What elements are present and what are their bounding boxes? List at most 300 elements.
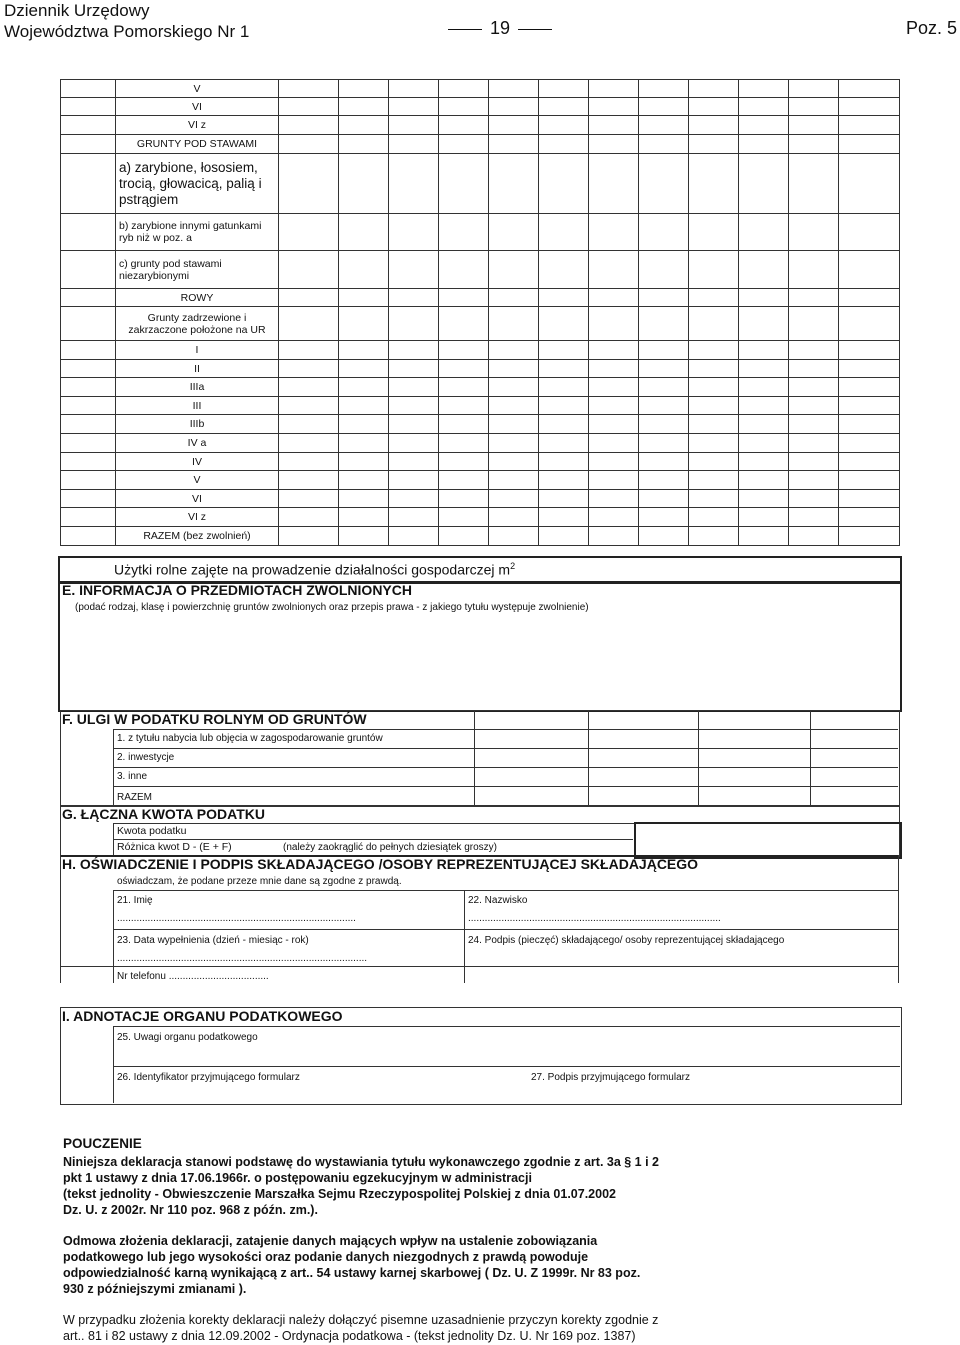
land-cell[interactable] xyxy=(789,341,839,360)
land-cell[interactable] xyxy=(839,527,900,546)
land-cell[interactable] xyxy=(689,508,739,527)
land-cell[interactable] xyxy=(389,360,439,378)
land-row-spacer xyxy=(61,80,116,98)
land-row xyxy=(61,214,900,251)
land-row-spacer xyxy=(61,341,116,360)
land-cell[interactable] xyxy=(539,471,589,490)
land-cell[interactable] xyxy=(539,453,589,471)
land-cell[interactable] xyxy=(789,360,839,378)
land-row xyxy=(61,508,900,527)
land-cell[interactable] xyxy=(439,289,489,307)
land-cell[interactable] xyxy=(489,378,539,397)
land-row-spacer xyxy=(61,471,116,490)
land-cell[interactable] xyxy=(489,527,539,546)
land-cell[interactable] xyxy=(589,289,639,307)
imie-field[interactable]: ...................................................................................... xyxy=(117,913,356,924)
land-row-spacer xyxy=(61,360,116,378)
land-cell[interactable] xyxy=(689,490,739,508)
land-cell[interactable] xyxy=(689,415,739,434)
land-cell[interactable] xyxy=(589,434,639,453)
land-cell[interactable] xyxy=(689,251,739,289)
land-cell[interactable] xyxy=(339,154,389,214)
land-cell[interactable] xyxy=(439,471,489,490)
pouczenie-p3-line: W przypadku złożenia korekty deklaracji należy dołączyć pisemne uzasadnienie przyczyn korekty zgodnie z xyxy=(63,1313,659,1327)
land-cell[interactable] xyxy=(589,508,639,527)
land-row xyxy=(61,154,900,214)
land-cell[interactable] xyxy=(279,434,339,453)
land-cell[interactable] xyxy=(839,214,900,251)
land-cell[interactable] xyxy=(639,508,689,527)
land-cell[interactable] xyxy=(689,341,739,360)
land-cell[interactable] xyxy=(589,341,639,360)
section-e-title: E. INFORMACJA O PRZEDMIOTACH ZWOLNIONYCH xyxy=(62,582,412,598)
land-cell[interactable] xyxy=(489,154,539,214)
land-cell[interactable] xyxy=(639,434,689,453)
land-cell[interactable] xyxy=(339,397,389,415)
land-cell[interactable] xyxy=(589,116,639,135)
land-cell[interactable] xyxy=(739,289,789,307)
section-g-title: G. ŁĄCZNA KWOTA PODATKU xyxy=(62,806,265,822)
land-cell[interactable] xyxy=(539,80,589,98)
land-cell[interactable] xyxy=(439,378,489,397)
land-cell[interactable] xyxy=(839,341,900,360)
land-cell[interactable] xyxy=(639,453,689,471)
land-cell[interactable] xyxy=(589,471,639,490)
land-cell[interactable] xyxy=(689,527,739,546)
land-cell[interactable] xyxy=(739,307,789,341)
land-cell[interactable] xyxy=(589,135,639,154)
land-cell[interactable] xyxy=(339,434,389,453)
land-cell[interactable] xyxy=(789,508,839,527)
land-cell[interactable] xyxy=(489,490,539,508)
land-cell[interactable] xyxy=(739,341,789,360)
land-cell[interactable] xyxy=(689,98,739,116)
land-cell[interactable] xyxy=(339,251,389,289)
land-cell[interactable] xyxy=(439,251,489,289)
land-cell[interactable] xyxy=(389,434,439,453)
land-cell[interactable] xyxy=(539,434,589,453)
land-cell[interactable] xyxy=(279,214,339,251)
land-cell[interactable] xyxy=(789,135,839,154)
land-cell[interactable] xyxy=(539,490,589,508)
land-row xyxy=(61,471,900,490)
land-cell[interactable] xyxy=(739,490,789,508)
land-cell[interactable] xyxy=(739,98,789,116)
land-cell[interactable] xyxy=(389,415,439,434)
land-cell[interactable] xyxy=(589,251,639,289)
land-row-label: VI z xyxy=(116,116,279,135)
land-cell[interactable] xyxy=(739,251,789,289)
land-cell[interactable] xyxy=(589,397,639,415)
land-cell[interactable] xyxy=(339,508,389,527)
section-f-title: F. ULGI W PODATKU ROLNYM OD GRUNTÓW xyxy=(62,711,367,727)
land-cell[interactable] xyxy=(339,214,389,251)
land-cell[interactable] xyxy=(739,154,789,214)
land-cell[interactable] xyxy=(789,214,839,251)
ulga-razem: RAZEM xyxy=(117,792,152,803)
land-cell[interactable] xyxy=(839,135,900,154)
land-cell[interactable] xyxy=(389,508,439,527)
land-cell[interactable] xyxy=(439,135,489,154)
land-cell[interactable] xyxy=(639,471,689,490)
land-row xyxy=(61,80,900,98)
land-cell[interactable] xyxy=(439,154,489,214)
land-cell[interactable] xyxy=(389,116,439,135)
land-cell[interactable] xyxy=(539,360,589,378)
land-cell[interactable] xyxy=(389,490,439,508)
land-cell[interactable] xyxy=(389,80,439,98)
land-row-label: II xyxy=(116,360,279,378)
land-cell[interactable] xyxy=(389,154,439,214)
land-cell[interactable] xyxy=(489,471,539,490)
land-cell[interactable] xyxy=(389,214,439,251)
land-cell[interactable] xyxy=(639,251,689,289)
land-cell[interactable] xyxy=(279,378,339,397)
land-cell[interactable] xyxy=(439,307,489,341)
land-cell[interactable] xyxy=(339,289,389,307)
land-cell[interactable] xyxy=(839,307,900,341)
land-cell[interactable] xyxy=(839,415,900,434)
land-cell[interactable] xyxy=(439,508,489,527)
data-field[interactable]: .......................................................................................... xyxy=(117,953,368,964)
ulga-item-1: 1. z tytułu nabycia lub objęcia w zagospodarowanie gruntów xyxy=(117,733,383,744)
land-row-label: b) zarybione innymi gatunkami ryb niż w poz. a xyxy=(116,214,279,251)
land-cell[interactable] xyxy=(689,116,739,135)
nazwisko-label: 22. Nazwisko xyxy=(468,895,528,906)
land-cell[interactable] xyxy=(539,98,589,116)
land-cell[interactable] xyxy=(639,289,689,307)
land-cell[interactable] xyxy=(589,80,639,98)
land-cell[interactable] xyxy=(689,434,739,453)
land-cell[interactable] xyxy=(689,360,739,378)
land-cell[interactable] xyxy=(279,471,339,490)
land-cell[interactable] xyxy=(739,527,789,546)
land-cell[interactable] xyxy=(439,397,489,415)
land-cell[interactable] xyxy=(339,415,389,434)
land-cell[interactable] xyxy=(839,154,900,214)
land-cell[interactable] xyxy=(589,360,639,378)
land-row-spacer xyxy=(61,397,116,415)
land-cell[interactable] xyxy=(389,251,439,289)
land-row xyxy=(61,415,900,434)
land-cell[interactable] xyxy=(639,397,689,415)
land-cell[interactable] xyxy=(639,116,689,135)
land-cell[interactable] xyxy=(539,214,589,251)
land-cell[interactable] xyxy=(539,341,589,360)
land-cell[interactable] xyxy=(739,360,789,378)
rounding-note: (należy zaokrąglić do pełnych dziesiątek groszy) xyxy=(283,842,497,853)
land-cell[interactable] xyxy=(789,527,839,546)
land-cell[interactable] xyxy=(689,135,739,154)
land-row-label: III xyxy=(116,397,279,415)
land-cell[interactable] xyxy=(639,80,689,98)
land-cell[interactable] xyxy=(489,397,539,415)
land-cell[interactable] xyxy=(739,434,789,453)
land-cell[interactable] xyxy=(789,490,839,508)
land-cell[interactable] xyxy=(739,397,789,415)
land-cell[interactable] xyxy=(539,251,589,289)
land-cell[interactable] xyxy=(279,341,339,360)
land-cell[interactable] xyxy=(839,434,900,453)
land-cell[interactable] xyxy=(589,378,639,397)
land-cell[interactable] xyxy=(489,508,539,527)
land-cell[interactable] xyxy=(489,80,539,98)
land-row xyxy=(61,378,900,397)
land-cell[interactable] xyxy=(789,154,839,214)
land-cell[interactable] xyxy=(539,116,589,135)
land-cell[interactable] xyxy=(279,154,339,214)
land-cell[interactable] xyxy=(439,214,489,251)
land-cell[interactable] xyxy=(539,508,589,527)
land-cell[interactable] xyxy=(279,98,339,116)
land-cell[interactable] xyxy=(279,490,339,508)
land-cell[interactable] xyxy=(789,378,839,397)
land-cell[interactable] xyxy=(539,154,589,214)
land-cell[interactable] xyxy=(589,214,639,251)
journal-title xyxy=(4,0,249,42)
land-cell[interactable] xyxy=(389,341,439,360)
land-cell[interactable] xyxy=(789,453,839,471)
land-cell[interactable] xyxy=(839,378,900,397)
land-cell[interactable] xyxy=(439,98,489,116)
land-cell[interactable] xyxy=(839,397,900,415)
land-cell[interactable] xyxy=(689,80,739,98)
land-cell[interactable] xyxy=(639,490,689,508)
land-cell[interactable] xyxy=(839,508,900,527)
land-cell[interactable] xyxy=(789,397,839,415)
land-cell[interactable] xyxy=(489,415,539,434)
land-cell[interactable] xyxy=(489,214,539,251)
tax-amount-field[interactable] xyxy=(634,822,902,859)
land-cell[interactable] xyxy=(339,360,389,378)
land-cell[interactable] xyxy=(279,415,339,434)
land-cell[interactable] xyxy=(389,397,439,415)
land-row-label: GRUNTY POD STAWAMI xyxy=(116,135,279,154)
uwagi-label: 25. Uwagi organu podatkowego xyxy=(117,1032,258,1043)
telefon-field[interactable]: Nr telefonu .................................... xyxy=(117,971,269,982)
pouczenie-p1-line: pkt 1 ustawy z dnia 17.06.1966r. o postępowaniu egzekucyjnym w administracji xyxy=(63,1171,532,1185)
land-cell[interactable] xyxy=(839,360,900,378)
land-cell[interactable] xyxy=(339,378,389,397)
land-cell[interactable] xyxy=(339,80,389,98)
land-cell[interactable] xyxy=(339,453,389,471)
land-cell[interactable] xyxy=(639,135,689,154)
land-cell[interactable] xyxy=(739,116,789,135)
land-cell[interactable] xyxy=(789,251,839,289)
land-cell[interactable] xyxy=(639,527,689,546)
land-cell[interactable] xyxy=(639,154,689,214)
land-cell[interactable] xyxy=(389,307,439,341)
land-cell[interactable] xyxy=(439,116,489,135)
section-h-title: H. OŚWIADCZENIE I PODPIS SKŁADAJĄCEGO /OSOBY REPREZENTUJĄCEJ SKŁADAJĄCEGO xyxy=(62,856,699,872)
land-cell[interactable] xyxy=(279,80,339,98)
land-row-label: V xyxy=(116,471,279,490)
land-cell[interactable] xyxy=(839,289,900,307)
land-cell[interactable] xyxy=(489,98,539,116)
land-cell[interactable] xyxy=(839,80,900,98)
pouczenie-p2-line: odpowiedzialność karną wynikającą z art.. 54 ustawy karnej skarbowej ( Dz. U. Z 1999r. Nr 83 poz. xyxy=(63,1266,641,1280)
land-row xyxy=(61,116,900,135)
land-row-spacer xyxy=(61,434,116,453)
position-label: Poz. 5 xyxy=(905,18,957,38)
land-cell[interactable] xyxy=(389,98,439,116)
land-cell[interactable] xyxy=(789,307,839,341)
land-cell[interactable] xyxy=(539,378,589,397)
land-cell[interactable] xyxy=(439,341,489,360)
land-cell[interactable] xyxy=(739,214,789,251)
land-row-label: a) zarybione, łososiem, trocią, głowacicą, palią i pstrągiem xyxy=(116,154,279,214)
land-cell[interactable] xyxy=(339,307,389,341)
land-cell[interactable] xyxy=(489,453,539,471)
land-cell[interactable] xyxy=(689,378,739,397)
land-row xyxy=(61,135,900,154)
land-cell[interactable] xyxy=(689,289,739,307)
land-cell[interactable] xyxy=(689,154,739,214)
land-cell[interactable] xyxy=(689,214,739,251)
land-cell[interactable] xyxy=(489,289,539,307)
land-row xyxy=(61,307,900,341)
land-cell[interactable] xyxy=(439,490,489,508)
land-cell[interactable] xyxy=(279,289,339,307)
land-cell[interactable] xyxy=(439,80,489,98)
land-cell[interactable] xyxy=(339,471,389,490)
land-cell[interactable] xyxy=(689,397,739,415)
land-row-spacer xyxy=(61,527,116,546)
ulga-item-2: 2. inwestycje xyxy=(117,752,175,763)
kwota-label: Kwota podatku xyxy=(117,825,187,837)
land-cell[interactable] xyxy=(339,98,389,116)
pouczenie-p3 xyxy=(63,1312,658,1344)
land-cell[interactable] xyxy=(789,116,839,135)
land-cell[interactable] xyxy=(789,98,839,116)
land-cell[interactable] xyxy=(839,98,900,116)
land-cell[interactable] xyxy=(589,490,639,508)
land-cell[interactable] xyxy=(439,415,489,434)
land-row xyxy=(61,341,900,360)
land-cell[interactable] xyxy=(339,527,389,546)
pouczenie-title: POUCZENIE xyxy=(63,1136,142,1151)
land-cell[interactable] xyxy=(489,341,539,360)
land-cell[interactable] xyxy=(539,307,589,341)
land-cell[interactable] xyxy=(539,289,589,307)
land-cell[interactable] xyxy=(539,397,589,415)
land-cell[interactable] xyxy=(489,251,539,289)
land-cell[interactable] xyxy=(489,116,539,135)
land-cell[interactable] xyxy=(739,135,789,154)
land-cell[interactable] xyxy=(279,307,339,341)
land-cell[interactable] xyxy=(589,154,639,214)
pouczenie-p2-line: 930 z późniejszymi zmianami ). xyxy=(63,1282,247,1296)
land-cell[interactable] xyxy=(639,378,689,397)
land-cell[interactable] xyxy=(639,98,689,116)
land-cell[interactable] xyxy=(639,214,689,251)
land-cell[interactable] xyxy=(489,360,539,378)
land-cell[interactable] xyxy=(839,490,900,508)
land-cell[interactable] xyxy=(279,508,339,527)
land-cell[interactable] xyxy=(489,434,539,453)
land-cell[interactable] xyxy=(389,135,439,154)
land-row-spacer xyxy=(61,154,116,214)
land-cell[interactable] xyxy=(339,341,389,360)
land-cell[interactable] xyxy=(279,453,339,471)
land-cell[interactable] xyxy=(689,307,739,341)
section-e-note: (podać rodzaj, klasę i powierzchnię gruntów zwolnionych oraz przepis prawa - z jakiego tytułu występuje zwolnienie) xyxy=(75,602,589,613)
land-cell[interactable] xyxy=(739,471,789,490)
land-cell[interactable] xyxy=(589,98,639,116)
land-cell[interactable] xyxy=(789,289,839,307)
land-cell[interactable] xyxy=(489,135,539,154)
land-cell[interactable] xyxy=(689,471,739,490)
nazwisko-field[interactable]: ........................................................................................... xyxy=(468,913,721,924)
land-cell[interactable] xyxy=(839,453,900,471)
land-row-spacer xyxy=(61,135,116,154)
land-cell[interactable] xyxy=(489,307,539,341)
land-cell[interactable] xyxy=(589,527,639,546)
land-cell[interactable] xyxy=(789,415,839,434)
land-cell[interactable] xyxy=(539,135,589,154)
land-cell[interactable] xyxy=(339,116,389,135)
land-cell[interactable] xyxy=(439,434,489,453)
land-cell[interactable] xyxy=(589,415,639,434)
land-cell[interactable] xyxy=(839,116,900,135)
land-cell[interactable] xyxy=(439,360,489,378)
land-cell[interactable] xyxy=(639,307,689,341)
land-row xyxy=(61,289,900,307)
land-row-spacer xyxy=(61,251,116,289)
land-cell[interactable] xyxy=(739,378,789,397)
section-i-title: I. ADNOTACJE ORGANU PODATKOWEGO xyxy=(62,1008,343,1024)
land-cell[interactable] xyxy=(589,453,639,471)
land-cell[interactable] xyxy=(789,434,839,453)
land-cell[interactable] xyxy=(639,341,689,360)
land-row xyxy=(61,360,900,378)
land-cell[interactable] xyxy=(739,508,789,527)
land-cell[interactable] xyxy=(539,415,589,434)
land-cell[interactable] xyxy=(279,360,339,378)
land-cell[interactable] xyxy=(439,527,489,546)
land-cell[interactable] xyxy=(789,471,839,490)
land-cell[interactable] xyxy=(389,527,439,546)
land-cell[interactable] xyxy=(839,251,900,289)
land-cell[interactable] xyxy=(739,80,789,98)
land-cell[interactable] xyxy=(279,135,339,154)
land-cell[interactable] xyxy=(339,490,389,508)
land-cell[interactable] xyxy=(839,471,900,490)
land-cell[interactable] xyxy=(389,471,439,490)
land-cell[interactable] xyxy=(539,527,589,546)
land-cell[interactable] xyxy=(739,415,789,434)
land-cell[interactable] xyxy=(789,80,839,98)
land-cell[interactable] xyxy=(589,307,639,341)
land-row-spacer xyxy=(61,214,116,251)
page-number xyxy=(440,18,560,39)
land-cell[interactable] xyxy=(389,378,439,397)
land-cell[interactable] xyxy=(339,135,389,154)
land-row-label: VI z xyxy=(116,508,279,527)
land-cell[interactable] xyxy=(279,116,339,135)
land-cell[interactable] xyxy=(639,360,689,378)
land-cell[interactable] xyxy=(389,289,439,307)
land-cell[interactable] xyxy=(279,251,339,289)
land-cell[interactable] xyxy=(739,453,789,471)
pouczenie-p1-line: (tekst jednolity - Obwieszczenie Marszałka Sejmu Rzeczypospolitej Polskiej z dnia 01.07.2002 xyxy=(63,1187,616,1201)
land-cell[interactable] xyxy=(639,415,689,434)
land-cell[interactable] xyxy=(439,453,489,471)
land-cell[interactable] xyxy=(279,527,339,546)
land-cell[interactable] xyxy=(689,453,739,471)
land-cell[interactable] xyxy=(279,397,339,415)
land-cell[interactable] xyxy=(389,453,439,471)
